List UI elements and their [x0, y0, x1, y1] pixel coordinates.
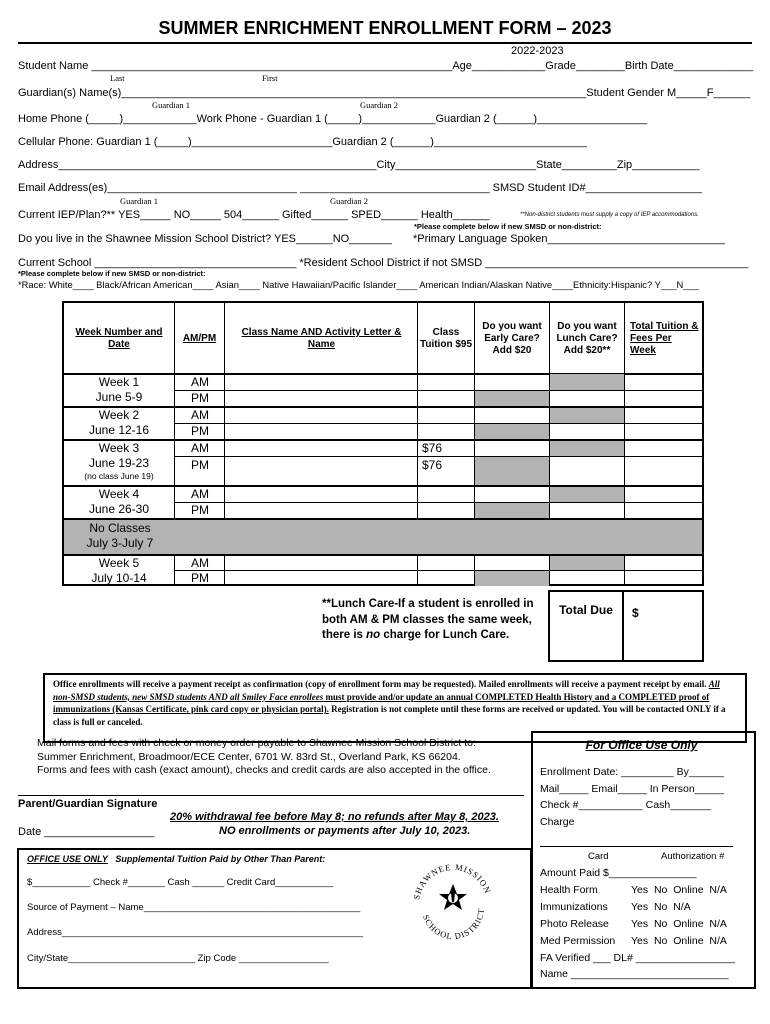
week-5-label: Week 5 July 10-14: [91, 556, 147, 585]
photo-release-label: Photo Release: [540, 918, 609, 930]
health-form-label: Health Form: [540, 884, 598, 896]
week-2-label: Week 2 June 12-16: [88, 408, 150, 437]
cell-phone-field[interactable]: Cellular Phone: Guardian 1 (_____)_______________________Guardian 2 (______)_________________________: [18, 136, 587, 148]
payment-source-name[interactable]: Source of Payment – Name_________________________________________: [27, 902, 361, 913]
immunizations-options[interactable]: Yes No N/A: [631, 901, 691, 913]
med-permission-options[interactable]: Yes No Online N/A: [631, 935, 727, 947]
week-1-pm: PM: [191, 391, 209, 405]
office-use-only-label: OFFICE USE ONLY: [27, 854, 108, 864]
week-5-am: AM: [191, 556, 209, 570]
race-ethnicity-field[interactable]: *Race: White____ Black/African American____ Asian____ Native Hawaiian/Pacific Islander____ American Indian/Alaskan Native____Ethnicity:Hispanic? Y___N___: [18, 279, 699, 290]
immunizations-label: Immunizations: [540, 901, 608, 913]
lunch-care-note: **Lunch Care-If a student is enrolled in both AM & PM classes the same week, there is no charge for Lunch Care.: [322, 598, 534, 641]
payment-method-row[interactable]: $___________ Check #_______ Cash ______ Credit Card___________: [27, 877, 334, 888]
signature-line[interactable]: [18, 795, 524, 796]
photo-release-options[interactable]: Yes No Online N/A: [631, 918, 727, 930]
total-due-box: [548, 590, 704, 662]
no-enrollments-note: NO enrollments or payments after July 10, 2023.: [219, 825, 471, 837]
header-ampm: AM/PM: [182, 333, 217, 344]
district-question[interactable]: Do you live in the Shawnee Mission School District? YES______NO_______: [18, 233, 393, 245]
header-early-care: Do you want Early Care? Add $20: [482, 321, 542, 356]
week-5-pm: PM: [191, 571, 209, 585]
amount-paid-field[interactable]: Amount Paid $_______________: [540, 867, 697, 879]
charge-label: Charge: [540, 816, 575, 828]
total-due-label: Total Due: [559, 603, 613, 617]
week-3-am: AM: [191, 441, 209, 455]
week-2-pm: PM: [191, 424, 209, 438]
payment-address[interactable]: Address_________________________________________________________: [27, 927, 364, 938]
authorization-label: Authorization #: [661, 851, 725, 862]
mail-instructions: Mail forms and fees with check or money order payable to Shawnee Mission School District to: Summer Enrichment, Broadmoor/ECE Center, 6701 W. 83rd St., Overland Park, KS 66204. Forms and fees with cash (exact amount), checks and credit cards are also accepted in the office.: [37, 737, 491, 776]
header-week: Week Number and Date: [75, 327, 163, 350]
svg-text:SCHOOL DISTRICT: SCHOOL DISTRICT: [421, 907, 487, 942]
signature-label: Parent/Guardian Signature: [18, 798, 158, 810]
week-3-am-tuition: $76: [422, 441, 443, 455]
current-school-field[interactable]: Current School _________________________________ *Resident School District if not SMSD ___________________________________________: [18, 257, 749, 269]
please-complete-note-2: *Please complete below if new SMSD or non-district:: [18, 269, 206, 278]
enrollment-method-row[interactable]: Mail_____ Email_____ In Person_____: [540, 783, 724, 795]
iep-field[interactable]: Current IEP/Plan?** YES_____ NO_____ 504______ Gifted______ SPED______ Health______: [18, 209, 490, 221]
week-3-label: Week 3 June 19-23 (no class June 19): [84, 441, 154, 481]
email-g2-sub: Guardian 2: [330, 196, 369, 206]
form-title: SUMMER ENRICHMENT ENROLLMENT FORM – 2023: [158, 18, 612, 38]
card-label: Card: [588, 851, 609, 862]
email-field[interactable]: Email Address(es)_______________________________ _______________________________ SMSD Student ID#___________________: [18, 182, 702, 194]
check-cash-row[interactable]: Check #___________ Cash_______: [540, 799, 712, 811]
week-3-pm: PM: [191, 458, 209, 472]
week-3-pm-tuition: $76: [422, 458, 443, 472]
week-4-label: Week 4 June 26-30: [88, 487, 150, 516]
charge-line[interactable]: [540, 846, 733, 847]
class-schedule-table: [62, 301, 704, 586]
week-4-am: AM: [191, 487, 209, 501]
office-use-title: For Office Use Only: [585, 738, 698, 752]
title-rule: [18, 42, 752, 44]
header-class-name: Class Name AND Activity Letter & Name: [241, 327, 402, 350]
supplemental-title: Supplemental Tuition Paid by Other Than Parent:: [115, 854, 326, 864]
office-name-field[interactable]: Name ___________________________: [540, 968, 729, 980]
school-year: 2022-2023: [511, 45, 564, 57]
guardian-names-field[interactable]: Guardian(s) Name(s)____________________________________________________________________________Student Gender M_____F______: [18, 87, 751, 99]
guardian1-sub: Guardian 1: [152, 100, 191, 110]
fa-verified-field[interactable]: FA Verified ___ DL# _________________: [540, 952, 736, 964]
payment-city-zip[interactable]: City/State________________________ Zip Code _________________: [27, 953, 329, 964]
week-4-pm: PM: [191, 503, 209, 517]
shawnee-mission-logo: [410, 858, 496, 944]
guardian2-sub: Guardian 2: [360, 100, 399, 110]
please-complete-note-1: *Please complete below if new SMSD or non-district:: [414, 222, 602, 231]
email-g1-sub: Guardian 1: [120, 196, 159, 206]
date-field[interactable]: Date __________________: [18, 826, 155, 838]
home-phone-field[interactable]: Home Phone (_____)____________Work Phone - Guardian 1 (_____)____________Guardian 2 (______)__________________: [18, 113, 648, 125]
week-2-am: AM: [191, 408, 209, 422]
office-use-box: [531, 731, 756, 989]
week-1-am: AM: [191, 375, 209, 389]
iep-note: **Non-district students must supply a copy of IEP accommodations.: [520, 212, 699, 218]
enrollment-notice: Office enrollments will receive a payment receipt as confirmation (copy of enrollment form may be requested). Mailed enrollments will receive a payment receipt by email. All non-SMSD students, new SMSD students AND all Smiley Face enrollees must provide and/or update an annual COMPLETED Health History and a COMPLETED proof of immunizations (Kansas Certificate, pink card copy or physician portal). Registration is not complete until these forms are received or updated. You will be contacted ONLY if a class is full or canceled.: [43, 673, 747, 743]
primary-language-field[interactable]: *Primary Language Spoken_____________________________: [413, 233, 725, 245]
total-due-value[interactable]: $: [632, 606, 639, 620]
week-1-label: Week 1 June 5-9: [95, 375, 143, 404]
no-classes-label: No Classes July 3-July 7: [86, 521, 154, 550]
withdrawal-policy: 20% withdrawal fee before May 8; no refunds after May 8, 2023.: [170, 811, 499, 823]
last-name-sub: Last: [110, 73, 125, 83]
header-lunch-care: Do you want Lunch Care? Add $20**: [556, 321, 618, 356]
student-name-field[interactable]: Student Name ___________________________________________________________Age____________Grade________Birth Date_____________: [18, 60, 754, 72]
health-form-options[interactable]: Yes No Online N/A: [631, 884, 727, 896]
enrollment-date-field[interactable]: Enrollment Date: _________ By______: [540, 766, 724, 778]
header-total: Total Tuition & Fees Per Week: [630, 321, 699, 356]
first-name-sub: First: [262, 73, 278, 83]
svg-text:SHAWNEE MISSION: SHAWNEE MISSION: [411, 861, 494, 901]
med-permission-label: Med Permission: [540, 935, 616, 947]
header-tuition: Class Tuition $95: [419, 327, 473, 350]
address-field[interactable]: Address____________________________________________________City_______________________State_________Zip___________: [18, 159, 700, 171]
